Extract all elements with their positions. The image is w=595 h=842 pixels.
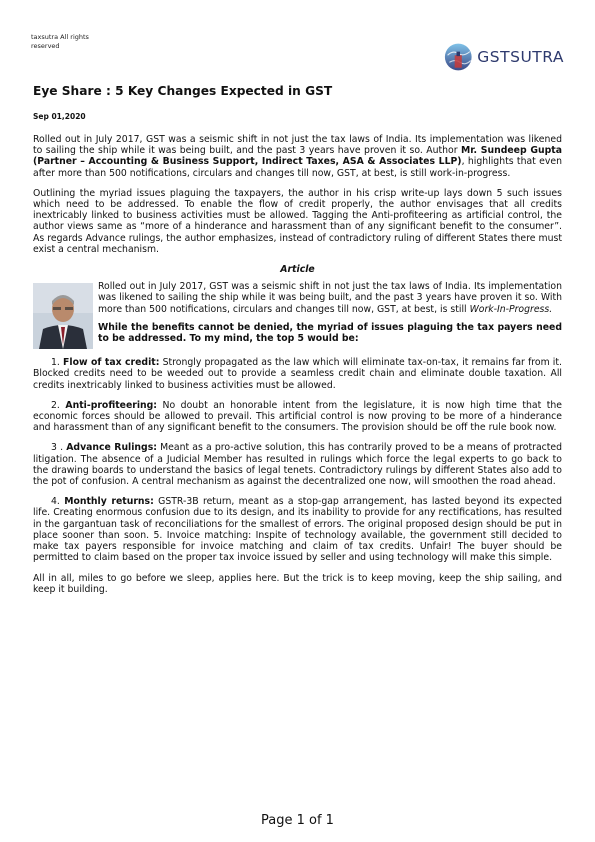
point-number: 2. xyxy=(51,399,60,411)
lead-in-paragraph xyxy=(33,322,562,344)
article-title: Eye Share : 5 Key Changes Expected in GST xyxy=(33,84,333,98)
point-text: No doubt an honorable intent from the legislature, it is now high time that the economic forces should be allowed to prevail. This artificial control is now proving to be more of a hinderance and harassment than of any significant benefit to the consumers. The provision should be off the rule book now. xyxy=(33,399,562,434)
page-number: Page 1 of 1 xyxy=(261,813,334,828)
author-name: Mr. Sundeep Gupta (Partner – Accounting & Business Support, Indirect Taxes, ASA & Associates LLP) xyxy=(33,145,562,168)
intro-text-before-author: Rolled out in July 2017, GST was a seismic shift in not just the tax laws of India. Its implementation was likened to sailing the ship while it was being built, and the past 3 years have proven it so. Author xyxy=(33,134,562,157)
article-date: Sep 01,2020 xyxy=(33,112,86,121)
list-item xyxy=(33,442,562,487)
globe-icon xyxy=(444,37,474,77)
intro-paragraph-2: Outlining the myriad issues plaguing the taxpayers, the author in his crisp write-up lays down 5 such issues which need to be addressed. To enable the flow of credit properly, the author envisages that all credits inextricably linked to business activities must be allowed. Tagging the Anti-profiteering as artificial control, the author views same as “more of a hinderance and harassment than of any significant benefit to the consumer”. As regards Advance rulings, the author emphasizes, instead of contradictory ruling of different States there must exist a central mechanism. xyxy=(33,187,562,255)
point-number: 1. xyxy=(51,357,60,369)
list-item xyxy=(33,357,562,391)
key-changes-list xyxy=(33,357,562,563)
article-paragraph-1-text: Rolled out in July 2017, GST was a seismic shift in not just the tax laws of India. Its implementation was likened to sailing the ship while it was being built, and the past 3 years have proven it so. With more than 500 notifications, circulars and changes till now, GST, at best, is still xyxy=(98,281,562,315)
point-title: Anti-profiteering: xyxy=(65,399,158,411)
lead-in-text: While the benefits cannot be denied, the myriad of issues plaguing the tax payers need to be addressed. To my mind, the top 5 would be: xyxy=(98,321,562,345)
point-number: 3 . xyxy=(51,442,64,454)
copyright-notice: taxsutra All rights reserved xyxy=(31,33,89,50)
point-text: GSTR-3B return, meant as a stop-gap arrangement, has lasted beyond its expected life. Creating enormous confusion due to its design, and its inability to provide for any rectifications, has resulted in the gargantuan task of reconciliations for the smallest of errors. The original proposed design should be put in place sooner than soon. 5. Invoice matching: Inspite of technology available, the government still decided to make tax payers responsible for invoice matching and claim of tax credits. Unfair! The buyer should be permitted to claim based on the proper tax invoice issued by seller and using technology will make this simple. xyxy=(33,496,562,564)
list-item xyxy=(33,400,562,434)
point-title: Advance Rulings: xyxy=(66,442,157,454)
gstsutra-logo xyxy=(444,34,564,80)
point-title: Flow of tax credit: xyxy=(63,357,160,369)
point-text: Strongly propagated as the law which will eliminate tax-on-tax, it remains far from it. Blocked credits need to be weeded out to provide a seamless credit chain and eliminate double taxation. All credits inextricably linked to business activities must be allowed. xyxy=(33,357,562,391)
point-title: Monthly returns: xyxy=(64,496,154,508)
closing-paragraph: All in all, miles to go before we sleep, applies here. But the trick is to keep moving, keep the ship sailing, and keep it building. xyxy=(33,572,562,595)
point-number: 4. xyxy=(51,496,60,508)
logo-text: GSTSUTRA xyxy=(477,48,564,66)
point-text: Meant as a pro-active solution, this has contrarily proved to be a means of protracted litigation. The absence of a Judicial Member has resulted in rulings which force the legal experts to go back to the drawing boards to understand the basics of legal tenets. Contradictory rulings by different States also add to the pot of confusion. A central mechanism as against the decentralized one now, will smoothen the road ahead. xyxy=(33,442,563,488)
author-photo xyxy=(33,283,93,349)
article-content xyxy=(33,134,562,604)
intro-text-after-author: , highlights that even after more than 500 notifications, circulars and changes till now, GST, at best, is still work-in-progress. xyxy=(33,156,562,179)
article-paragraph-1 xyxy=(33,281,562,315)
intro-paragraph-1 xyxy=(33,134,562,179)
list-item xyxy=(33,496,562,563)
work-in-progress-text: Work-In-Progress. xyxy=(469,303,553,315)
section-heading: Article xyxy=(280,264,315,276)
article-opening-block xyxy=(33,281,562,351)
